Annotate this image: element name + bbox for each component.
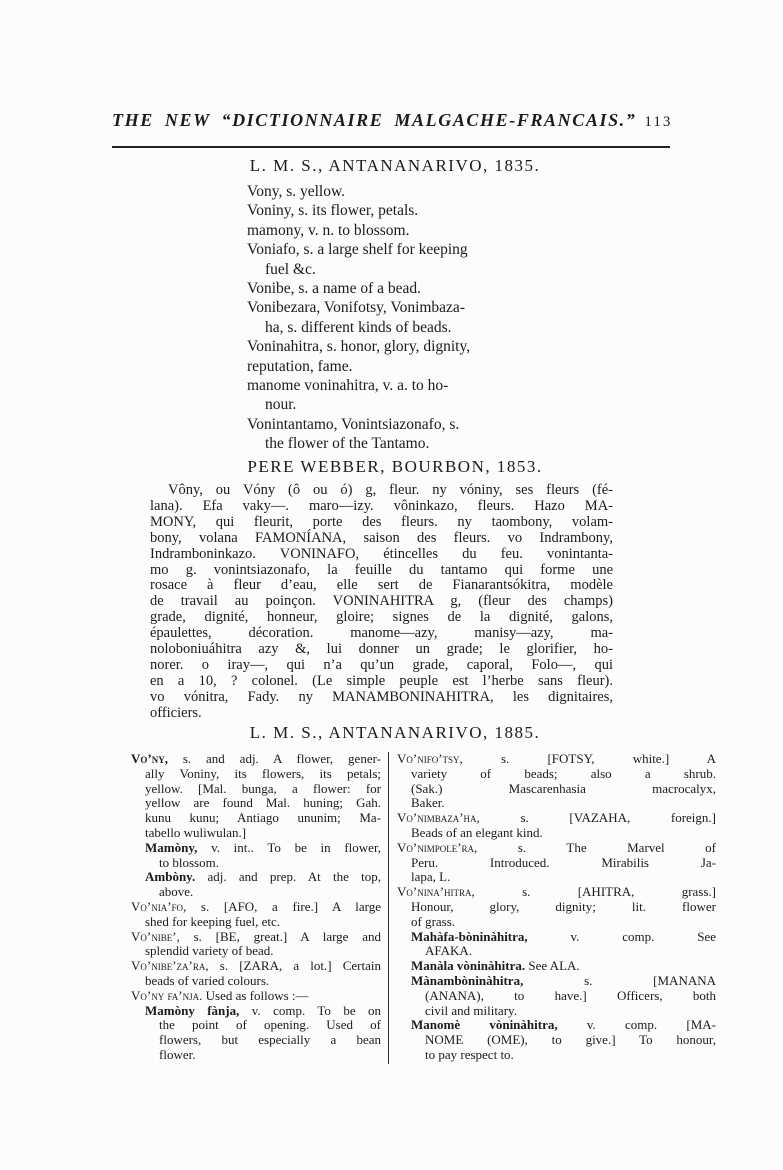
entry-line: Voniafo, s. a large shelf for keeping — [247, 241, 468, 259]
entry-line — [131, 974, 381, 989]
column-divider-rule — [388, 752, 389, 1064]
paragraph-line: grade, dignité, honneur, gloire; signes de la dignité, galons, — [150, 609, 613, 626]
headword: Manàla vòninàhitra. — [411, 958, 526, 974]
headword: Vo’nia’fo, — [131, 898, 187, 914]
section-heading-1853: PERE WEBBER, BOURBON, 1853. — [247, 457, 543, 476]
entry-text: v. int.. To be in flower, — [197, 839, 381, 855]
webber-paragraph — [150, 483, 613, 722]
entry-line — [131, 1018, 381, 1033]
entry-line: nour. — [265, 396, 297, 414]
paragraph-line: mo g. vonintsiazonafo, la feuille du tantamo qui forme une — [150, 561, 613, 578]
paragraph-line: épaulettes, décoration. manome—azy, manisy—azy, ma- — [150, 625, 613, 642]
headword: Vo’nibe’, — [131, 928, 180, 944]
entry-text: s. [FOTSY, white.] A — [462, 751, 716, 766]
entry-text: See ALA. — [525, 958, 580, 974]
entry-line — [397, 1048, 716, 1063]
page-number: 113 — [644, 114, 673, 130]
entry-line — [397, 1033, 716, 1048]
entry-line — [131, 870, 381, 885]
dictionary-list-1835 — [247, 182, 547, 454]
entry-text: variety of beads; also a shrub. — [411, 765, 716, 781]
entry-text: kunu kunu; Antiago ununim; Ma- — [145, 810, 381, 826]
entry-line — [397, 856, 716, 871]
running-head-title: THE NEW “DICTIONNAIRE MALGACHE-FRANCAIS.” — [112, 110, 637, 130]
entry-text: of grass. — [411, 913, 456, 929]
entry-text: flower. — [159, 1046, 196, 1062]
entry-line: ha, s. different kinds of beads. — [265, 318, 452, 336]
entry-line: Voninahitra, s. honor, glory, dignity, — [247, 338, 471, 356]
entry-text: Baker. — [411, 795, 445, 811]
entry-text: to pay respect to. — [425, 1046, 514, 1062]
entry-text: flowers, but especially a bean — [159, 1032, 381, 1048]
paragraph-line: bony, volana FAMONÍANA, saison des fleurs. vo Indrambony, — [150, 529, 613, 546]
entry-text: s. [MANANA — [523, 972, 716, 988]
headword: Ambòny. — [145, 869, 196, 885]
entry-line — [131, 811, 381, 826]
entry-line — [131, 989, 381, 1004]
entry-text: splendid variety of bead. — [145, 943, 274, 959]
entry-text: Honour, glory, dignity; lit. flower — [411, 898, 716, 914]
headword: Mamòny fànja, — [145, 1002, 240, 1018]
entry-line — [131, 856, 381, 871]
entry-line: mamony, v. n. to blossom. — [247, 221, 410, 239]
entry-line — [397, 989, 716, 1004]
entry-text: v. comp. [MA- — [557, 1017, 716, 1033]
entry-line — [131, 782, 381, 797]
entry-text: (Sak.) Mascarenhasia macrocalyx, — [411, 780, 716, 796]
entry-line — [131, 1004, 381, 1019]
headword: Mànambòninàhitra, — [411, 972, 524, 988]
entry-text: v. comp. See — [527, 928, 716, 944]
entry-line — [131, 752, 381, 767]
entry-text: s. The Marvel of — [477, 839, 716, 855]
entry-text: above. — [159, 884, 194, 900]
entry-line — [397, 915, 716, 930]
entry-text: lapa, L. — [411, 869, 451, 885]
entry-line — [131, 915, 381, 930]
paragraph-line: vo vónitra, Fady. ny MANAMBONINAHITRA, les dignitaires, — [150, 688, 613, 705]
entry-text: adj. and prep. At the top, — [195, 869, 381, 885]
paragraph-line: officiers. — [150, 704, 202, 721]
dictionary-column-right — [397, 752, 716, 1063]
entry-line — [397, 752, 716, 767]
entry-text: Peru. Introduced. Mirabilis Ja- — [411, 854, 716, 870]
running-head — [112, 110, 673, 131]
headword: Vo’ny, — [131, 751, 168, 766]
entry-line — [397, 811, 716, 826]
entry-line — [397, 782, 716, 797]
entry-text: s. [VAZAHA, foreign.] — [479, 810, 716, 826]
entry-line: Vony, s. yellow. — [247, 183, 346, 200]
headword: Vo’nifo’tsy, — [397, 751, 463, 766]
entry-line — [397, 870, 716, 885]
entry-line — [397, 974, 716, 989]
entry-line: Vonintantamo, Vonintsiazonafo, s. — [247, 415, 460, 433]
entry-text: AFAKA. — [425, 943, 473, 959]
entry-text: beads of varied colours. — [145, 972, 270, 988]
entry-text: s. and adj. A flower, gener- — [167, 751, 381, 766]
entry-text: Beads of an elegant kind. — [411, 824, 543, 840]
section-heading-1835: L. M. S., ANTANANARIVO, 1835. — [249, 156, 541, 175]
entry-text: shed for keeping fuel, etc. — [145, 913, 281, 929]
entry-line — [131, 841, 381, 856]
entry-line — [397, 796, 716, 811]
entry-line — [397, 885, 716, 900]
entry-line — [397, 1018, 716, 1033]
headword: Vo’nibe’za’ra, — [131, 958, 209, 974]
entry-line — [131, 796, 381, 811]
entry-line — [131, 1048, 381, 1063]
entry-line — [131, 959, 381, 974]
headword: Vo’nimbaza’ha, — [397, 810, 480, 826]
entry-line — [397, 944, 716, 959]
entry-line — [131, 826, 381, 841]
entry-text: s. [AFO, a fire.] A large — [186, 898, 381, 914]
entry-line — [397, 900, 716, 915]
headword: Vo’ny fa’nja. — [131, 987, 203, 1003]
entry-text: to blossom. — [159, 854, 219, 870]
headword: Vo’nimpole’ra, — [397, 839, 478, 855]
paragraph-line: rosace à fleur d’eau, elle sert de Fianarantsókitra, modèle — [150, 577, 613, 594]
entry-line — [131, 885, 381, 900]
entry-line: reputation, fame. — [247, 357, 353, 375]
paragraph-line: en a 10, ? colonel. (Le simple peuple est l’herbe sans fleur). — [150, 672, 613, 689]
entry-text: NOME (OME), to give.] To honour, — [425, 1032, 716, 1048]
headword: Vo’nina’hitra, — [397, 884, 475, 900]
entry-text: the point of opening. Used of — [159, 1017, 381, 1033]
entry-text: v. comp. To be on — [239, 1002, 381, 1018]
entry-line — [397, 841, 716, 856]
paragraph-line: MONY, qui fleurit, porte des fleurs. ny taombony, volam- — [150, 513, 613, 530]
paragraph-line: Vôny, ou Vóny (ô ou ó) g, fleur. ny vóniny, ses fleurs (fé- — [168, 482, 613, 498]
entry-line: Vonibezara, Vonifotsy, Vonimbaza- — [247, 299, 465, 317]
headword: Mahàfa-bòninàhitra, — [411, 928, 528, 944]
entry-line — [397, 826, 716, 841]
entry-text: s. [ZARA, a lot.] Certain — [208, 958, 381, 974]
entry-line — [131, 930, 381, 945]
dictionary-column-left — [131, 752, 381, 1063]
entry-text: s. [AHITRA, grass.] — [474, 884, 716, 900]
entry-text: s. [BE, great.] A large and — [179, 928, 381, 944]
entry-line — [397, 959, 716, 974]
entry-text: yellow. [Mal. bunga, a flower: for — [145, 780, 381, 796]
paragraph-line: noloboniuáhitra azy &, lui donner un grade; le glorifier, ho- — [150, 641, 613, 658]
headword: Manomè vòninàhitra, — [411, 1017, 558, 1033]
section-heading-1885: L. M. S., ANTANANARIVO, 1885. — [249, 723, 541, 742]
entry-line: fuel &c. — [265, 260, 316, 278]
entry-line — [131, 944, 381, 959]
paragraph-line: Indramboninkazo. VONINAFO, étincelles du feu. vonintanta- — [150, 545, 613, 562]
entry-text: Used as follows :— — [202, 987, 309, 1003]
entry-text: civil and military. — [425, 1002, 517, 1018]
entry-line — [131, 1033, 381, 1048]
entry-line: the flower of the Tantamo. — [265, 435, 430, 453]
entry-line — [397, 1004, 716, 1019]
entry-text: tabello wuliwulan.] — [145, 824, 247, 840]
entry-text: yellow are found Mal. huning; Gah. — [145, 795, 381, 811]
header-rule — [112, 146, 670, 148]
paragraph-line: lana). Efa vaky—. maro—izy. vôninkazo, fleurs. Hazo MA- — [150, 497, 613, 514]
entry-line — [397, 930, 716, 945]
entry-line — [397, 767, 716, 782]
entry-text: ally Voniny, its flowers, its petals; — [145, 765, 381, 781]
entry-line — [131, 767, 381, 782]
entry-line — [131, 900, 381, 915]
entry-line: Vonibe, s. a name of a bead. — [247, 280, 422, 298]
entry-text: (ANANA), to have.] Officers, both — [425, 987, 716, 1003]
entry-line: manome voninahitra, v. a. to ho- — [247, 377, 449, 395]
paragraph-line: de travail au poinçon. VONINAHITRA g, (fleur des champs) — [150, 593, 613, 610]
entry-line: Voniny, s. its flower, petals. — [247, 202, 419, 220]
headword: Mamòny, — [145, 839, 198, 855]
paragraph-line: norer. o iray—, qui n’a qu’un grade, caporal, Folo—, qui — [150, 656, 613, 673]
